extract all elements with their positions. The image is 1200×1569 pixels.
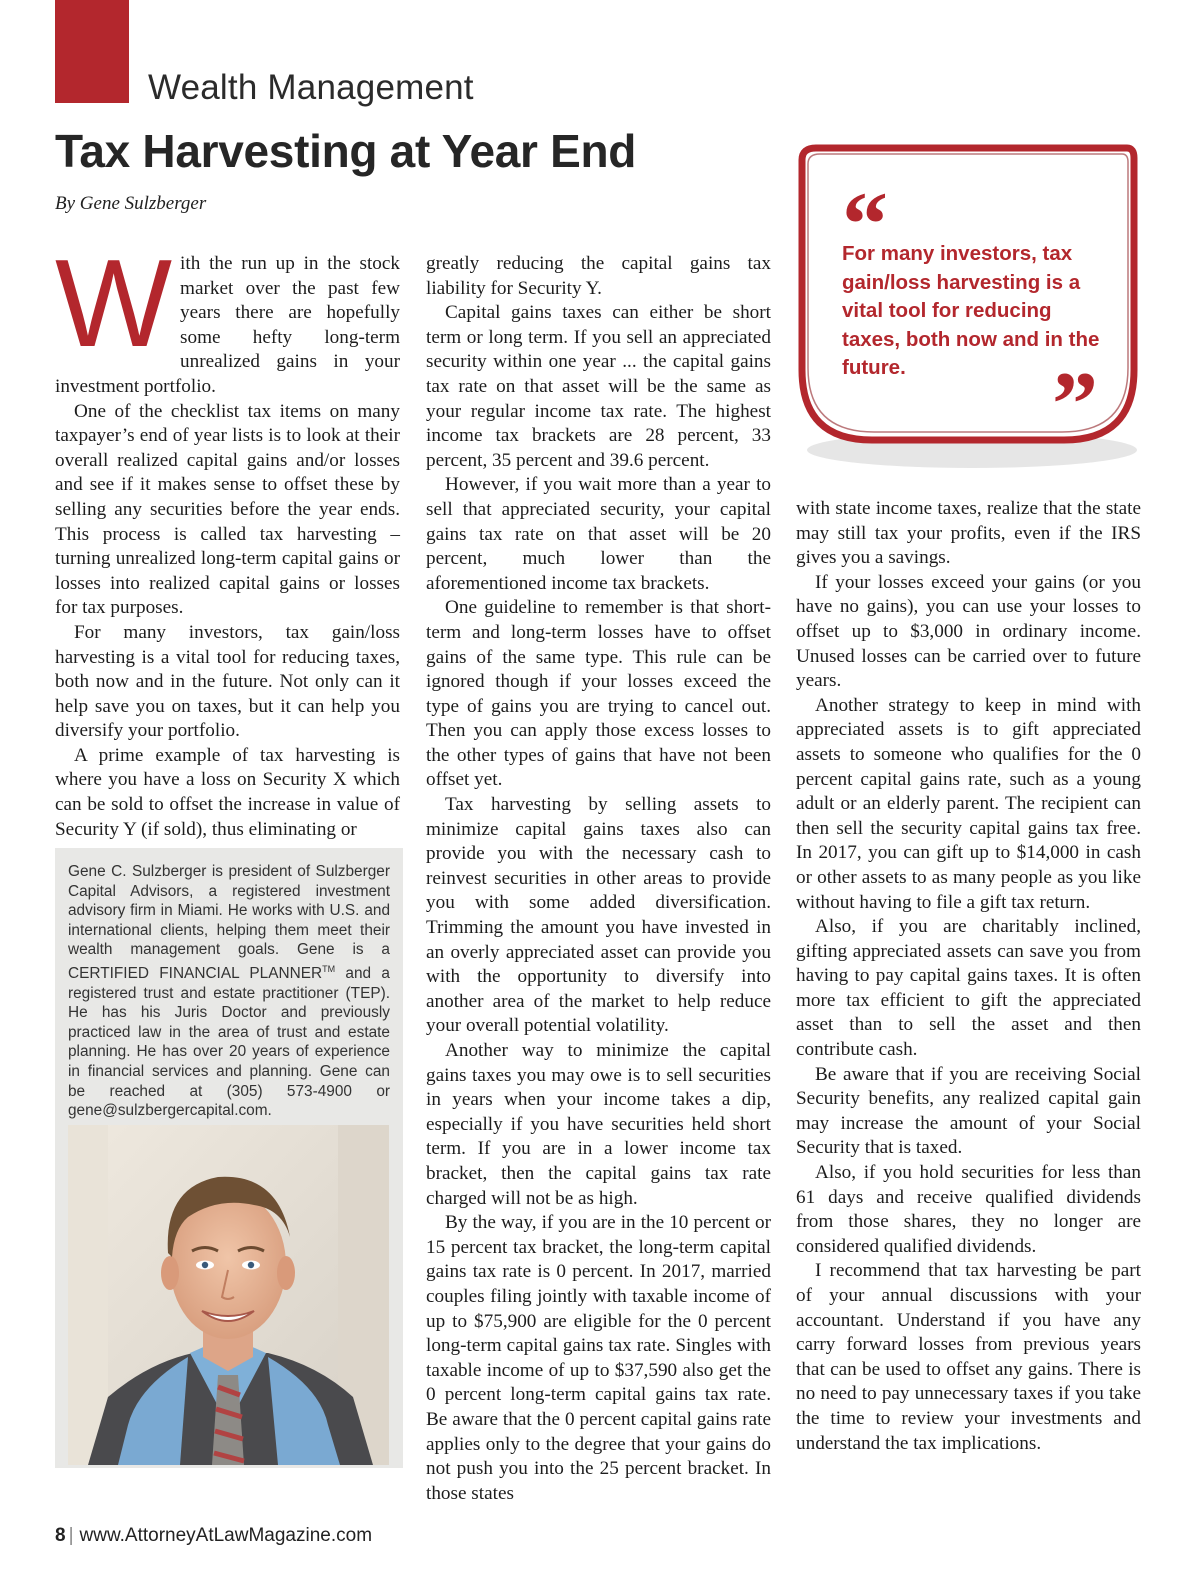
page-number: 8 [55,1525,66,1546]
paragraph: with state income taxes, realize that the state may still tax your profits, even if the IRS gives you a savings. [796,498,1141,569]
footer-url: www.AttorneyAtLawMagazine.com [79,1525,373,1546]
paragraph: One guideline to remember is that short-term and long-term losses have to offset gains of the same type. This rule can be ignored though if your losses exceed the type of gains you are trying to cancel out. Then you can apply those excess losses to the other types of gains that have not been offset yet. [426,597,771,791]
paragraph: One of the checklist tax items on many taxpayer’s end of year lists is to look at their overall realized capital gains and/or losses and see if it makes sense to offset these by selling any securities before the year ends. This process is called tax harvesting – turning unrealized long-term capital gains or losses into realized capital gains or losses for tax purposes. [55,400,400,619]
paragraph: However, if you wait more than a year to sell that appreciated security, your capital gains tax rate on that asset will be 20 percent, much lower than the aforementioned income tax brackets. [426,474,771,594]
paragraph: For many investors, tax gain/loss harvesting is a vital tool for reducing taxes, both now and in the future. Not only can it help save you on taxes, but it can help you diversify your portfolio. [55,621,400,742]
close-quote-icon: ” [1052,353,1098,455]
author-bio-text: Gene C. Sulzberger is president of Sulzberger Capital Advisors, a registered investment advisory firm in Miami. He works with U.S. and international clients, helping them meet their wealth management goals. Gene is a CERTIFIED FINANCIAL PLANNER™ and a registered trust and estate practitioner (TEP). He has his Juris Doctor and previously practiced law in the area of trust and estate planning. He has over 20 years of experience in financial services and planning. Gene can be reached at (305) 573-4900 or gene@sulzbergercapital.com. [68,863,390,1120]
paragraph: By the way, if you are in the 10 percent or 15 percent tax bracket, the long-term capital gains tax rate is 0 percent. In 2017, married couples filing jointly with taxable income of up to $75,900 are eligible for the 0 percent long-term capital gains tax rate. Singles with taxable income of up to $37,590 also get the 0 percent long-term capital gains tax rate. Be aware that the 0 percent capital gains rate applies only to the degree that your gains do not push you into the 25 percent bracket. In those states [426,1212,771,1504]
paragraph: Another strategy to keep in mind with appreciated assets is to gift appreciated assets to someone who qualifies for the 0 percent capital gains rate, such as a young adult or an elderly parent. The recipient can then sell the security capital gains tax free. In 2017, you can gift up to $14,000 in cash or other assets to as many people as you like without having to file a gift tax return. [796,694,1141,913]
article-column-1 [55,235,400,842]
paragraph: Also, if you hold securities for less than 61 days and receive qualified dividends from those shares, they no longer are considered qualified dividends. [796,1162,1141,1257]
paragraph: I recommend that tax harvesting be part of your annual discussions with your accountant. Understand if you have any carry forward losses from previous years that can be used to offset any gains. There is no need to pay unnecessary taxes if you take the time to review your investments and understand the tax implications. [796,1260,1141,1454]
section-label: Wealth Management [148,68,474,107]
drop-cap: W [55,235,173,373]
open-quote-icon: “ [842,173,888,275]
footer-separator: | [68,1525,74,1546]
author-photo [68,1125,389,1465]
trademark-mark: TM [322,963,336,974]
paragraph: Another way to minimize the capital gains taxes you may owe is to sell securities in years when your income takes a dip, especially if you have securities held short term. If you are in a lower income tax bracket, then the capital gains tax rate charged will not be as high. [426,1040,771,1209]
byline: By Gene Sulzberger [55,193,207,214]
article-title: Tax Harvesting at Year End [55,125,637,177]
paragraph: Tax harvesting by selling assets to minimize capital gains taxes also can provide you with the necessary cash to reinvest securities in other areas to provide you with some added diversification. Trimming the amount you have invested in an overly appreciated asset can provide you with the opportunity to diversify into another area of the market to help reduce your overall potential volatility. [426,794,771,1037]
pull-quote-text: For many investors, tax gain/loss harvesting is a vital tool for reducing taxes, both now and in the future. [842,242,1100,380]
paragraph: Also, if you are charitably inclined, gifting appreciated assets can save you from having to pay capital gains taxes. It is often more tax efficient to gift the appreciated asset than to sell the asset and then contribute cash. [796,916,1141,1061]
section-color-block [55,0,129,103]
page-footer [55,1525,372,1547]
paragraph: Capital gains taxes can either be short term or long term. If you sell an appreciated security within one year ... the capital gains tax rate on that asset will be the same as your regular income tax rate. The highest income tax brackets are 28 percent, 33 percent, 35 percent and 39.6 percent. [426,302,771,471]
paragraph: A prime example of tax harvesting is where you have a loss on Security X which can be sold to offset the increase in value of Security Y (if sold), thus eliminating or [55,744,400,840]
paragraph: If your losses exceed your gains (or you have no gains), you can use your losses to offset up to $3,000 in ordinary income. Unused losses can be carried over to future years. [796,571,1141,692]
paragraph: greatly reducing the capital gains tax liability for Security Y. [426,253,771,299]
paragraph: Be aware that if you are receiving Social Security benefits, any realized capital gain may increase the amount of your Social Security that is taxed. [796,1063,1141,1159]
paragraph: With the run up in the stock market over the past few years there are hopefully some hefty long-term unrealized gains in your investment portfolio. [55,235,400,397]
article-column-3 [796,497,1141,1456]
article-column-2 [426,252,771,1506]
